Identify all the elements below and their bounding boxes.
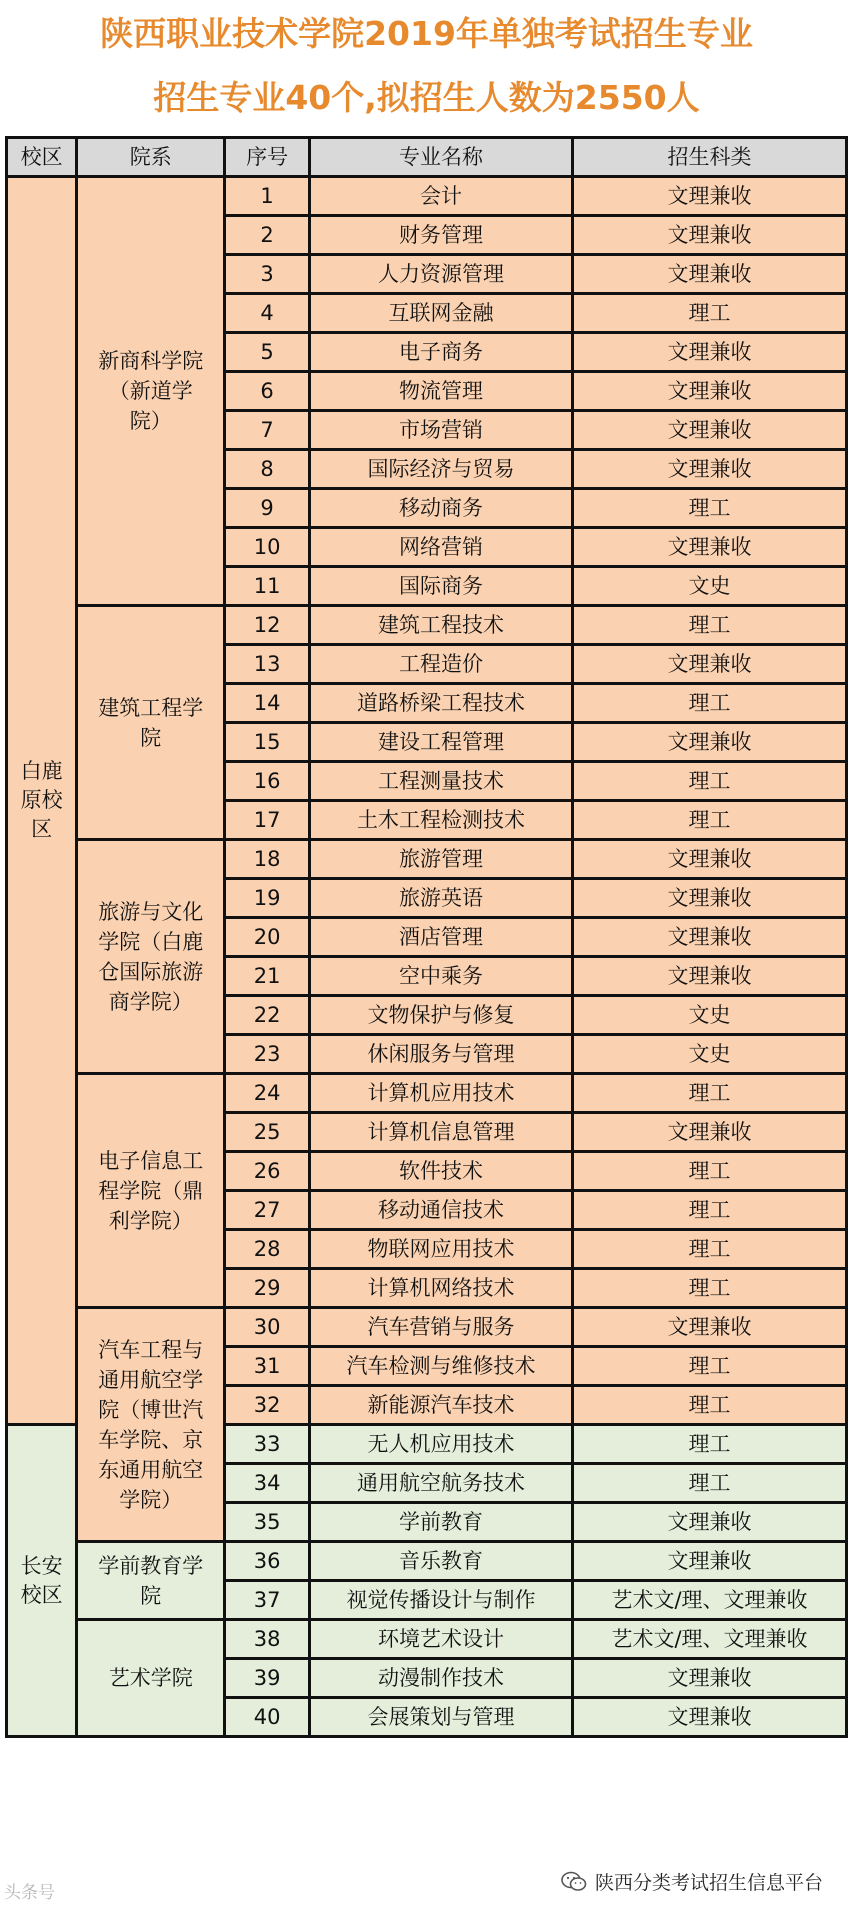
table-row: [7, 1308, 847, 1347]
no-cell: 29: [225, 1269, 310, 1308]
table-header-row: [7, 138, 847, 177]
departments.3.lines-line: 利学院）: [108, 1208, 193, 1233]
no-cell: 26: [225, 1152, 310, 1191]
category-cell: 文理兼收: [573, 957, 847, 996]
major-cell: 汽车检测与维修技术: [310, 1347, 573, 1386]
major-cell: 国际经济与贸易: [310, 450, 573, 489]
header-category: 招生科类: [573, 138, 847, 177]
departments.4.lines-line: 通用航空学: [98, 1367, 204, 1392]
no-cell: 38: [225, 1620, 310, 1659]
departments.4.lines-line: 东通用航空: [98, 1457, 204, 1482]
departments.1.lines-line: 建筑工程学: [98, 695, 204, 720]
major-cell: 通用航空航务技术: [310, 1464, 573, 1503]
category-cell: 理工: [573, 1191, 847, 1230]
major-cell: 动漫制作技术: [310, 1659, 573, 1698]
departments.5.lines-line: 院: [140, 1583, 162, 1608]
no-cell: 27: [225, 1191, 310, 1230]
category-cell: 理工: [573, 801, 847, 840]
campuses.1.lines-line: 长安: [20, 1553, 63, 1578]
major-cell: 会计: [310, 177, 573, 216]
table-row: [7, 1620, 847, 1659]
no-cell: 19: [225, 879, 310, 918]
major-cell: 无人机应用技术: [310, 1425, 573, 1464]
major-cell: 空中乘务: [310, 957, 573, 996]
campuses.0.lines-line: 原校: [20, 788, 63, 812]
campus-cell: [7, 1425, 77, 1737]
departments.2.lines-line: 旅游与文化: [98, 899, 204, 924]
major-cell: 新能源汽车技术: [310, 1386, 573, 1425]
no-cell: 2: [225, 216, 310, 255]
category-cell: 理工: [573, 1386, 847, 1425]
dept-cell: [77, 1542, 225, 1620]
category-cell: 文理兼收: [573, 1542, 847, 1581]
major-cell: 旅游英语: [310, 879, 573, 918]
departments.0.lines-line: 院）: [129, 409, 172, 433]
no-cell: 12: [225, 606, 310, 645]
no-cell: 10: [225, 528, 310, 567]
major-cell: 工程造价: [310, 645, 573, 684]
category-cell: 理工: [573, 684, 847, 723]
no-cell: 1: [225, 177, 310, 216]
no-cell: 16: [225, 762, 310, 801]
dept-cell: [77, 840, 225, 1074]
watermark: 头条号: [4, 1883, 55, 1903]
category-cell: 文理兼收: [573, 1659, 847, 1698]
category-cell: 文理兼收: [573, 645, 847, 684]
major-cell: 文物保护与修复: [310, 996, 573, 1035]
no-cell: 11: [225, 567, 310, 606]
table-row: [7, 840, 847, 879]
category-cell: 文理兼收: [573, 1113, 847, 1152]
departments.3.lines-line: 电子信息工: [98, 1148, 204, 1173]
category-cell: 文理兼收: [573, 879, 847, 918]
no-cell: 40: [225, 1698, 310, 1737]
category-cell: 理工: [573, 489, 847, 528]
major-cell: 酒店管理: [310, 918, 573, 957]
major-cell: 计算机信息管理: [310, 1113, 573, 1152]
category-cell: 理工: [573, 606, 847, 645]
campuses.0.lines-line: 区: [31, 817, 53, 841]
no-cell: 32: [225, 1386, 310, 1425]
no-cell: 31: [225, 1347, 310, 1386]
page-title: 陕西职业技术学院2019年单独考试招生专业: [100, 14, 753, 53]
no-cell: 13: [225, 645, 310, 684]
major-cell: 物流管理: [310, 372, 573, 411]
major-cell: 市场营销: [310, 411, 573, 450]
category-cell: 文理兼收: [573, 1503, 847, 1542]
campuses.1.lines-line: 校区: [20, 1582, 63, 1607]
category-cell: 理工: [573, 1425, 847, 1464]
category-cell: 艺术文/理、文理兼收: [573, 1620, 847, 1659]
no-cell: 4: [225, 294, 310, 333]
major-cell: 土木工程检测技术: [310, 801, 573, 840]
category-cell: 艺术文/理、文理兼收: [573, 1581, 847, 1620]
no-cell: 23: [225, 1035, 310, 1074]
dept-cell: [77, 606, 225, 840]
category-cell: 理工: [573, 1074, 847, 1113]
departments.4.lines-line: 院（博世汽: [98, 1397, 204, 1422]
no-cell: 7: [225, 411, 310, 450]
departments.0.lines-line: 新商科学院: [98, 349, 204, 373]
category-cell: 文史: [573, 996, 847, 1035]
category-cell: 文理兼收: [573, 372, 847, 411]
departments.6.lines-line: 艺术学院: [108, 1666, 193, 1690]
major-cell: 会展策划与管理: [310, 1698, 573, 1737]
major-cell: 国际商务: [310, 567, 573, 606]
footer-text: 陕西分类考试招生信息平台: [594, 1872, 823, 1894]
category-cell: 文理兼收: [573, 723, 847, 762]
category-cell: 文理兼收: [573, 333, 847, 372]
category-cell: 理工: [573, 1464, 847, 1503]
major-cell: 人力资源管理: [310, 255, 573, 294]
no-cell: 25: [225, 1113, 310, 1152]
no-cell: 28: [225, 1230, 310, 1269]
major-cell: 移动商务: [310, 489, 573, 528]
major-cell: 软件技术: [310, 1152, 573, 1191]
departments.5.lines-line: 学前教育学: [98, 1553, 204, 1578]
no-cell: 34: [225, 1464, 310, 1503]
major-cell: 财务管理: [310, 216, 573, 255]
header-major: 专业名称: [310, 138, 573, 177]
no-cell: 18: [225, 840, 310, 879]
no-cell: 36: [225, 1542, 310, 1581]
category-cell: 文理兼收: [573, 528, 847, 567]
departments.2.lines-line: 学院（白鹿: [98, 929, 204, 954]
campuses.0.lines-line: 白鹿: [20, 759, 63, 783]
major-cell: 计算机应用技术: [310, 1074, 573, 1113]
major-cell: 休闲服务与管理: [310, 1035, 573, 1074]
major-cell: 计算机网络技术: [310, 1269, 573, 1308]
majors-table: [5, 136, 848, 1738]
departments.0.lines-line: （新道学: [108, 379, 193, 403]
category-cell: 文理兼收: [573, 411, 847, 450]
footer: [561, 1868, 823, 1895]
category-cell: 理工: [573, 1152, 847, 1191]
major-cell: 互联网金融: [310, 294, 573, 333]
dept-cell: [77, 1620, 225, 1737]
major-cell: 电子商务: [310, 333, 573, 372]
no-cell: 24: [225, 1074, 310, 1113]
major-cell: 移动通信技术: [310, 1191, 573, 1230]
departments.4.lines-line: 学院）: [119, 1487, 183, 1512]
category-cell: 理工: [573, 1230, 847, 1269]
category-cell: 文史: [573, 567, 847, 606]
no-cell: 35: [225, 1503, 310, 1542]
category-cell: 文理兼收: [573, 450, 847, 489]
no-cell: 6: [225, 372, 310, 411]
no-cell: 33: [225, 1425, 310, 1464]
departments.3.lines-line: 程学院（鼎: [98, 1178, 204, 1203]
wechat-icon: [561, 1871, 587, 1893]
table-row: [7, 1542, 847, 1581]
category-cell: 文史: [573, 1035, 847, 1074]
departments.4.lines-line: 车学院、京: [98, 1427, 204, 1452]
header-campus: 校区: [7, 138, 77, 177]
major-cell: 学前教育: [310, 1503, 573, 1542]
category-cell: 文理兼收: [573, 918, 847, 957]
category-cell: 文理兼收: [573, 177, 847, 216]
major-cell: 汽车营销与服务: [310, 1308, 573, 1347]
major-cell: 道路桥梁工程技术: [310, 684, 573, 723]
no-cell: 17: [225, 801, 310, 840]
header-dept: 院系: [77, 138, 225, 177]
no-cell: 15: [225, 723, 310, 762]
dept-cell: [77, 177, 225, 606]
no-cell: 37: [225, 1581, 310, 1620]
no-cell: 20: [225, 918, 310, 957]
category-cell: 文理兼收: [573, 1698, 847, 1737]
table-row: [7, 177, 847, 216]
major-cell: 建设工程管理: [310, 723, 573, 762]
header-no: 序号: [225, 138, 310, 177]
major-cell: 旅游管理: [310, 840, 573, 879]
major-cell: 音乐教育: [310, 1542, 573, 1581]
departments.1.lines-line: 院: [140, 725, 162, 750]
category-cell: 文理兼收: [573, 840, 847, 879]
table-row: [7, 1074, 847, 1113]
departments.4.lines-line: 汽车工程与: [98, 1337, 204, 1362]
table-body: [7, 177, 847, 1737]
major-cell: 建筑工程技术: [310, 606, 573, 645]
major-cell: 工程测量技术: [310, 762, 573, 801]
category-cell: 理工: [573, 1269, 847, 1308]
no-cell: 14: [225, 684, 310, 723]
dept-cell: [77, 1308, 225, 1542]
no-cell: 22: [225, 996, 310, 1035]
major-cell: 物联网应用技术: [310, 1230, 573, 1269]
departments.2.lines-line: 商学院）: [108, 989, 193, 1014]
no-cell: 30: [225, 1308, 310, 1347]
major-cell: 视觉传播设计与制作: [310, 1581, 573, 1620]
no-cell: 9: [225, 489, 310, 528]
category-cell: 文理兼收: [573, 1308, 847, 1347]
no-cell: 3: [225, 255, 310, 294]
category-cell: 理工: [573, 294, 847, 333]
campus-cell: [7, 177, 77, 1425]
category-cell: 理工: [573, 762, 847, 801]
page-subtitle: 招生专业40个,拟招生人数为2550人: [153, 78, 700, 117]
category-cell: 文理兼收: [573, 216, 847, 255]
major-cell: 网络营销: [310, 528, 573, 567]
no-cell: 5: [225, 333, 310, 372]
no-cell: 39: [225, 1659, 310, 1698]
table-row: [7, 606, 847, 645]
major-cell: 环境艺术设计: [310, 1620, 573, 1659]
category-cell: 文理兼收: [573, 255, 847, 294]
no-cell: 8: [225, 450, 310, 489]
category-cell: 理工: [573, 1347, 847, 1386]
dept-cell: [77, 1074, 225, 1308]
departments.2.lines-line: 仓国际旅游: [98, 959, 204, 984]
no-cell: 21: [225, 957, 310, 996]
